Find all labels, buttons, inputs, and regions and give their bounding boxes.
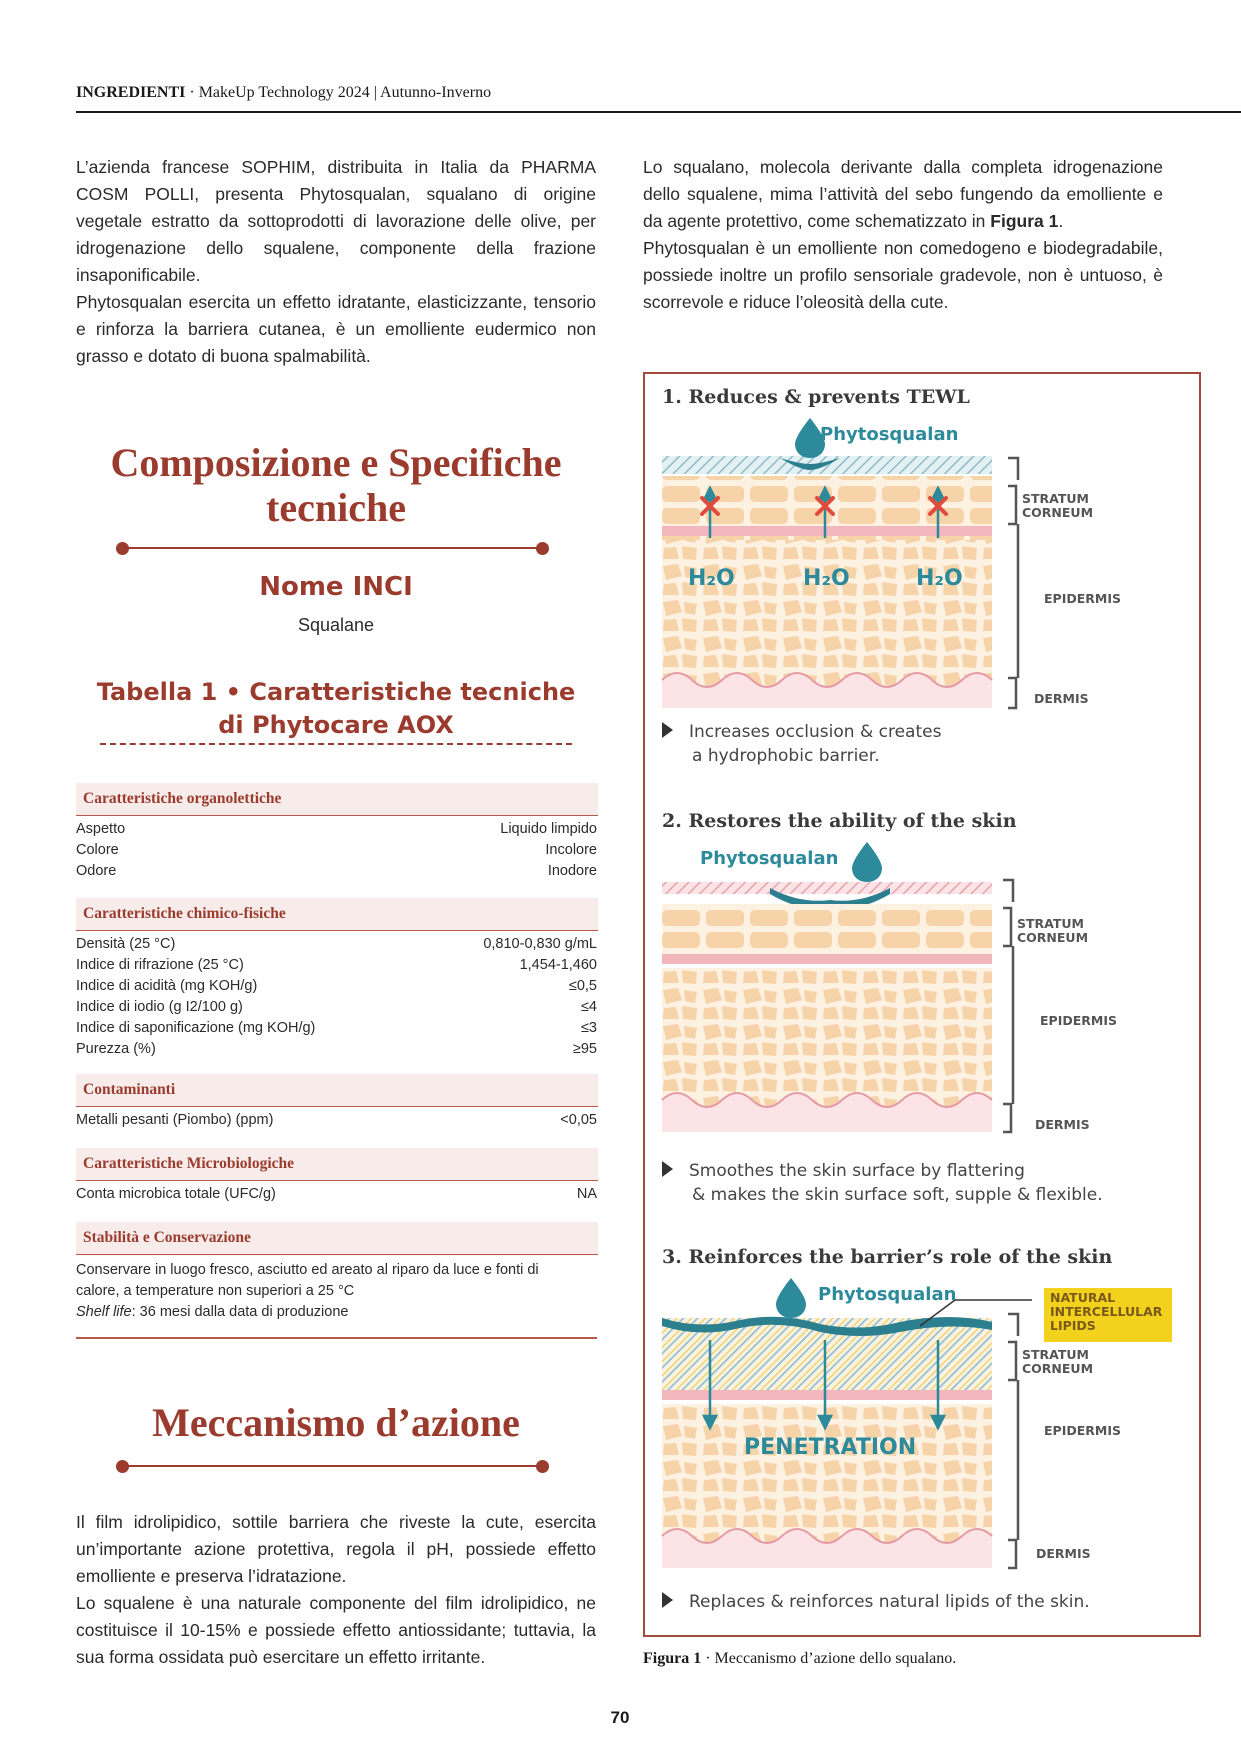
penetration-label: PENETRATION (744, 1435, 917, 1460)
table-head-stabilita: Stabilità e Conservazione (76, 1222, 598, 1255)
skin-diagram-2 (660, 842, 1200, 1142)
stratum-corneum-label: STRATUM CORNEUM (1017, 916, 1089, 945)
intro-right (643, 154, 1163, 316)
intro-right-p1: Lo squalano, molecola derivante dalla completa idrogenazione dello squalene, mima l’attività del sebo fungendo da emolliente e da agente protettivo, come schematizzato in Figura 1. (643, 157, 1163, 231)
divider-dot-left (116, 542, 129, 555)
table-title: Tabella 1 • Caratteristiche tecniche di Phytocare AOX (96, 678, 576, 739)
phytosqualan-label-3: Phytosqualan (818, 1284, 957, 1305)
header-rule (76, 111, 1241, 113)
table-head-microbiologiche: Caratteristiche Microbiologiche (76, 1148, 598, 1181)
intro-left-p1: L’azienda francese SOPHIM, distribuita in Italia da PHARMA COSM POLLI, presenta Phytosqualan, squalano di origine vegetale estratto da sottoprodotti di lavorazione delle olive, per idrogenazione dello squalene, componente della frazione insaponificabile. (76, 157, 596, 285)
figure-panel-1-title: 1. Reduces & prevents TEWL (662, 386, 970, 408)
table-row: Indice di saponificazione (mg KOH/g) ≤3 (76, 1020, 597, 1036)
stratum-corneum-label: STRATUM CORNEUM (1022, 491, 1094, 520)
divider-dot-right (536, 542, 549, 555)
figure-note-2: Smoothes the skin surface by flattering & makes the skin surface soft, supple & flexible. (662, 1159, 1103, 1207)
mechanism-p2: Lo squalene è una naturale componente del film idrolipidico, ne costituisce il 10-15% e possiede effetto antiossidante; tuttavia, la sua forma ossidata può esercitare un effetto irritante. (76, 1593, 596, 1667)
intro-right-p2: Phytosqualan è un emolliente non comedogeno e biodegradabile, possiede inoltre un profilo sensoriale gradevole, non è untuoso, è scorrevole e riduce l’oleosità della cute. (643, 238, 1163, 312)
table-group-microbiologiche (76, 1184, 597, 1205)
divider-dot-right (536, 1460, 549, 1473)
bullet-arrow-icon (662, 1592, 673, 1608)
phytosqualan-label-2: Phytosqualan (700, 848, 839, 869)
dermis-label: DERMIS (1034, 691, 1089, 706)
figure-panel-3-title: 3. Reinforces the barrier’s role of the skin (662, 1246, 1113, 1268)
bullet-arrow-icon (662, 722, 673, 738)
table-bottom-rule (76, 1337, 597, 1339)
table-group-contaminanti (76, 1110, 597, 1131)
inci-label: Nome INCI (259, 572, 413, 602)
table-head-organolettiche: Caratteristiche organolettiche (76, 783, 598, 816)
table-row: Indice di rifrazione (25 °C) 1,454-1,460 (76, 957, 597, 973)
composition-title: Composizione e Specifiche tecniche (110, 440, 562, 530)
table-group-chimico-fisiche (76, 934, 597, 1060)
figure-note-3: Replaces & reinforces natural lipids of the skin. (662, 1590, 1090, 1614)
table-group-organolettiche (76, 819, 597, 882)
table-row: Odore Inodore (76, 863, 597, 879)
mechanism-divider (120, 1465, 545, 1467)
table-row: Indice di acidità (mg KOH/g) ≤0,5 (76, 978, 597, 994)
figure-ref: Figura 1 (990, 211, 1059, 231)
h2o-label: H₂O (803, 566, 850, 591)
table-head-contaminanti: Contaminanti (76, 1074, 598, 1107)
mechanism-p1: Il film idrolipidico, sottile barriera che riveste la cute, esercita un’importante azione protettiva, regola il pH, possiede effetto emolliente e preserva l’idratazione. (76, 1512, 596, 1586)
phytosqualan-label-1: Phytosqualan (820, 424, 959, 445)
h2o-label: H₂O (688, 566, 735, 591)
figure-caption: Figura 1 · Meccanismo d’azione dello squalano. (643, 1650, 957, 1667)
epidermis-label: EPIDERMIS (1044, 591, 1121, 606)
table-row: Metalli pesanti (Piombo) (ppm) <0,05 (76, 1112, 597, 1128)
figure-panel-2-title: 2. Restores the ability of the skin (662, 810, 1017, 832)
page-number: 70 (610, 1708, 630, 1727)
table-row: Indice di iodio (g I2/100 g) ≤4 (76, 999, 597, 1015)
bullet-arrow-icon (662, 1161, 673, 1177)
h2o-label: H₂O (916, 566, 963, 591)
stratum-corneum-label: STRATUM CORNEUM (1022, 1347, 1094, 1376)
epidermis-label: EPIDERMIS (1040, 1013, 1117, 1028)
figure-note-1: Increases occlusion & creates a hydrophobic barrier. (662, 720, 941, 768)
divider-dot-left (116, 1460, 129, 1473)
table-row: Aspetto Liquido limpido (76, 821, 597, 837)
table-head-chimico-fisiche: Caratteristiche chimico-fisiche (76, 898, 598, 931)
intro-left (76, 154, 596, 370)
dermis-label: DERMIS (1036, 1546, 1091, 1561)
dermis-label: DERMIS (1035, 1117, 1090, 1132)
table-stabilita-text: Conservare in luogo fresco, asciutto ed areato al riparo da luce e fonti di calore, a temperature non superiori a 25 °C Shelf life: 36 mesi dalla data di produzione (76, 1262, 539, 1320)
composition-divider (120, 547, 545, 549)
table-row: Conta microbica totale (UFC/g) NA (76, 1186, 597, 1202)
mechanism-title: Meccanismo d’azione (152, 1400, 520, 1445)
table-row: Colore Incolore (76, 842, 597, 858)
table-row: Purezza (%) ≥95 (76, 1041, 597, 1057)
header-rest: MakeUp Technology 2024 | Autunno-Inverno (198, 84, 492, 101)
table-row: Densità (25 °C) 0,810-0,830 g/mL (76, 936, 597, 952)
running-header: INGREDIENTI · MakeUp Technology 2024 | Autunno-Inverno (76, 84, 492, 101)
header-section: INGREDIENTI (76, 84, 186, 101)
mechanism-text (76, 1509, 596, 1671)
intro-left-p2: Phytosqualan esercita un effetto idratante, elasticizzante, tensorio e rinforza la barriera cutanea, è un emolliente eudermico non grasso e dotato di buona spalmabilità. (76, 292, 596, 366)
epidermis-label: EPIDERMIS (1044, 1423, 1121, 1438)
table-title-dashed-rule (100, 743, 572, 745)
natural-lipids-label: NATURAL INTERCELLULAR LIPIDS (1044, 1288, 1172, 1342)
inci-value: Squalane (297, 615, 375, 635)
